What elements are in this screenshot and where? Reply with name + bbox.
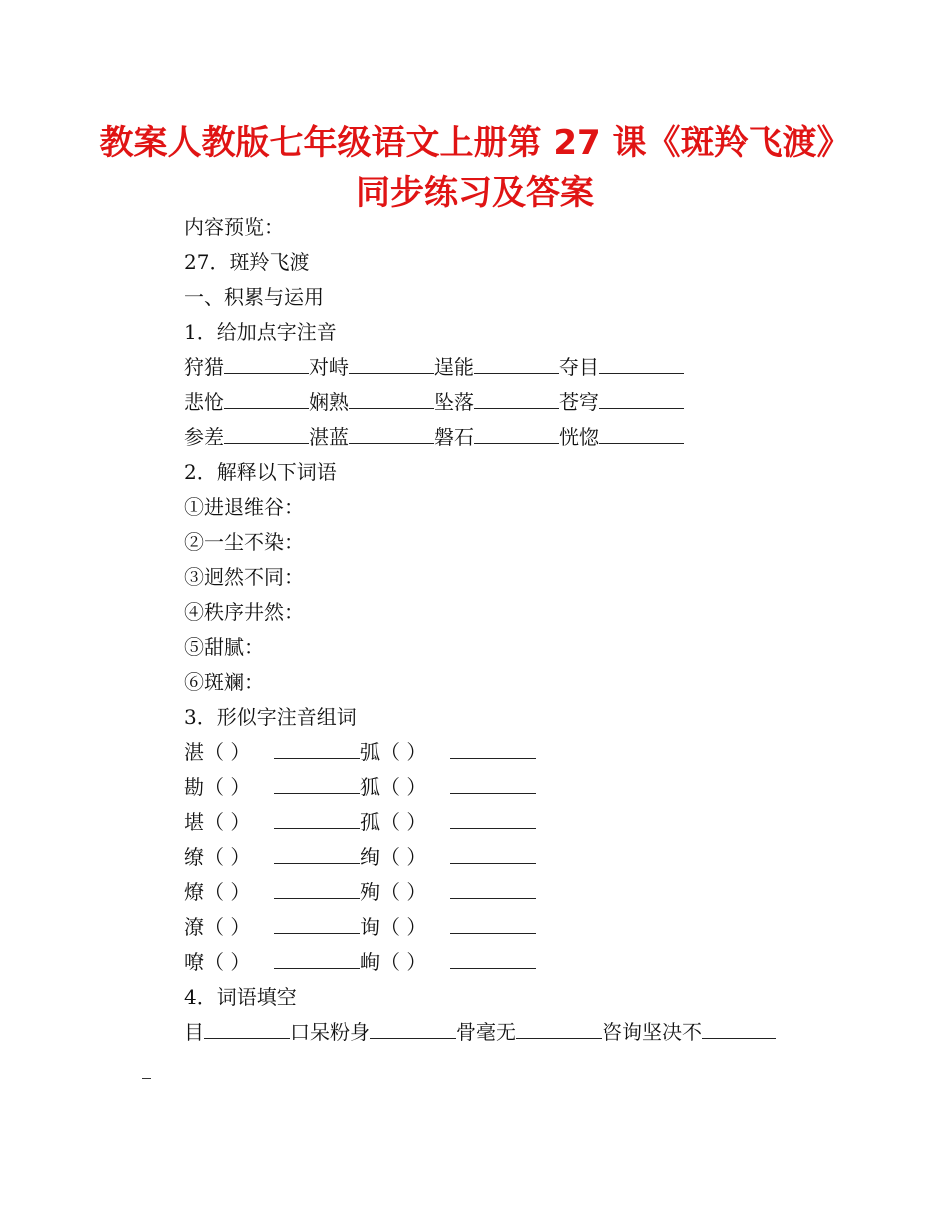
definition-item: ③迥然不同：: [184, 565, 304, 589]
pinyin-row: [184, 350, 824, 385]
similar-char-row: [184, 735, 824, 770]
word: 狩猎: [184, 355, 224, 379]
pinyin-paren[interactable]: （ ）: [204, 915, 251, 939]
similar-char-row: [184, 805, 824, 840]
answer-blank[interactable]: [224, 390, 309, 409]
word: 坠落: [434, 390, 474, 414]
word: 磐石: [434, 425, 474, 449]
pinyin-paren[interactable]: （ ）: [204, 950, 251, 974]
character: 缭: [184, 845, 204, 869]
idiom-text: 口呆粉身: [290, 1020, 370, 1044]
definition-item: ②一尘不染：: [184, 530, 304, 554]
section-heading: 一、积累与运用: [184, 285, 324, 309]
pinyin-paren[interactable]: （ ）: [380, 915, 427, 939]
pinyin-paren[interactable]: （ ）: [380, 880, 427, 904]
definition-item: ①进退维谷：: [184, 495, 304, 519]
footer-dash: [142, 1078, 151, 1079]
idiom-text: 目: [184, 1020, 204, 1044]
word: 湛蓝: [309, 425, 349, 449]
word: 苍穹: [559, 390, 599, 414]
answer-blank[interactable]: [274, 740, 360, 759]
idiom-text: 骨毫无: [456, 1020, 516, 1044]
word: 夺目: [559, 355, 599, 379]
character: 堪: [184, 810, 204, 834]
similar-char-row: [184, 910, 824, 945]
idiom-fill-row: [184, 1015, 824, 1050]
character: 潦: [184, 915, 204, 939]
pinyin-paren[interactable]: （ ）: [380, 775, 427, 799]
word: 逞能: [434, 355, 474, 379]
character: 湛: [184, 740, 204, 764]
character: 嘹: [184, 950, 204, 974]
character: 绚: [360, 845, 380, 869]
answer-blank[interactable]: [274, 880, 360, 899]
pinyin-paren[interactable]: （ ）: [380, 950, 427, 974]
character: 孤: [360, 810, 380, 834]
definition-item: ④秩序井然：: [184, 600, 304, 624]
character: 峋: [360, 950, 380, 974]
idiom-text: 咨询坚决不: [602, 1020, 702, 1044]
answer-blank[interactable]: [450, 810, 536, 829]
word: 对峙: [309, 355, 349, 379]
pinyin-paren[interactable]: （ ）: [380, 845, 427, 869]
word: 悲怆: [184, 390, 224, 414]
question-3-heading: 3．形似字注音组词: [184, 705, 357, 729]
answer-blank[interactable]: [702, 1020, 776, 1039]
answer-blank[interactable]: [599, 390, 684, 409]
pinyin-row: [184, 385, 824, 420]
pinyin-paren[interactable]: （ ）: [380, 810, 427, 834]
answer-blank[interactable]: [599, 355, 684, 374]
answer-blank[interactable]: [224, 355, 309, 374]
preview-label: 内容预览：: [184, 215, 284, 239]
answer-blank[interactable]: [516, 1020, 602, 1039]
character: 弧: [360, 740, 380, 764]
answer-blank[interactable]: [450, 880, 536, 899]
answer-blank[interactable]: [274, 915, 360, 934]
question-2-heading: 2．解释以下词语: [184, 460, 337, 484]
pinyin-paren[interactable]: （ ）: [204, 845, 251, 869]
question-1-heading: 1．给加点字注音: [184, 320, 337, 344]
answer-blank[interactable]: [349, 355, 434, 374]
pinyin-paren[interactable]: （ ）: [204, 775, 251, 799]
lesson-heading: 27．斑羚飞渡: [184, 250, 310, 274]
answer-blank[interactable]: [450, 775, 536, 794]
character: 勘: [184, 775, 204, 799]
word: 恍惚: [559, 425, 599, 449]
character: 燎: [184, 880, 204, 904]
definition-item: ⑤甜腻：: [184, 635, 264, 659]
pinyin-paren[interactable]: （ ）: [204, 740, 251, 764]
answer-blank[interactable]: [274, 775, 360, 794]
answer-blank[interactable]: [474, 425, 559, 444]
document-title: 教案人教版七年级语文上册第 27 课《斑羚飞渡》同步练习及答案: [99, 123, 851, 213]
answer-blank[interactable]: [204, 1020, 290, 1039]
similar-char-row: [184, 770, 824, 805]
similar-char-row: [184, 840, 824, 875]
answer-blank[interactable]: [450, 845, 536, 864]
similar-char-row: [184, 875, 824, 910]
answer-blank[interactable]: [274, 950, 360, 969]
word: 娴熟: [309, 390, 349, 414]
word: 参差: [184, 425, 224, 449]
answer-blank[interactable]: [224, 425, 309, 444]
character: 询: [360, 915, 380, 939]
definition-item: ⑥斑斓：: [184, 670, 264, 694]
answer-blank[interactable]: [474, 355, 559, 374]
pinyin-paren[interactable]: （ ）: [204, 810, 251, 834]
answer-blank[interactable]: [450, 740, 536, 759]
answer-blank[interactable]: [599, 425, 684, 444]
character: 狐: [360, 775, 380, 799]
question-4-heading: 4．词语填空: [184, 985, 297, 1009]
answer-blank[interactable]: [349, 390, 434, 409]
answer-blank[interactable]: [274, 845, 360, 864]
answer-blank[interactable]: [349, 425, 434, 444]
pinyin-paren[interactable]: （ ）: [380, 740, 427, 764]
answer-blank[interactable]: [474, 390, 559, 409]
answer-blank[interactable]: [450, 950, 536, 969]
pinyin-row: [184, 420, 824, 455]
answer-blank[interactable]: [450, 915, 536, 934]
document-body: [184, 210, 824, 1050]
similar-char-row: [184, 945, 824, 980]
pinyin-paren[interactable]: （ ）: [204, 880, 251, 904]
answer-blank[interactable]: [370, 1020, 456, 1039]
character: 殉: [360, 880, 380, 904]
answer-blank[interactable]: [274, 810, 360, 829]
